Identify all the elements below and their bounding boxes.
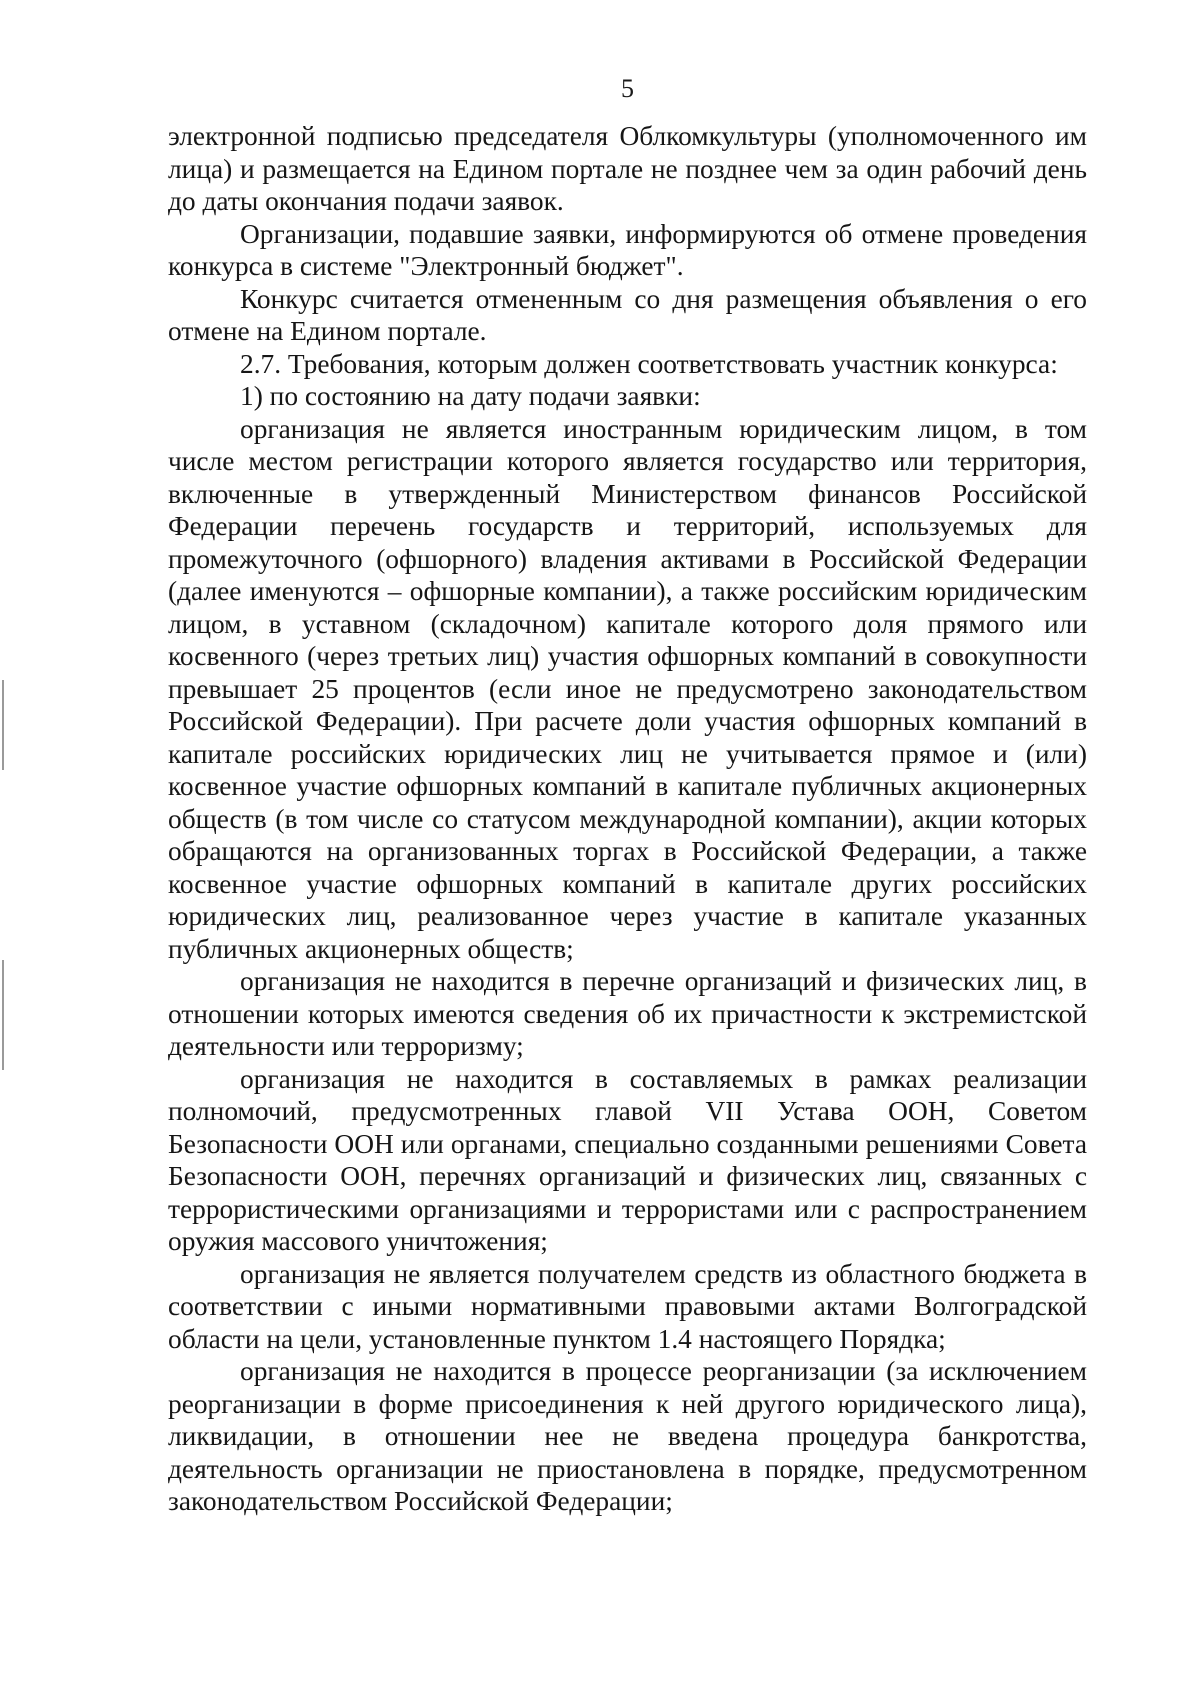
paragraph: организация не находится в процессе реорганизации (за исключением реорганизации в форме присоединения к ней другого юридического лица), ликвидации, в отношении нее не введена процедура банкротства, деятельность организации не приостановлена в порядке, предусмотренном законодательством Российской Федерации; [168,1356,1087,1516]
paragraph: Организации, подавшие заявки, информируются об отмене проведения конкурса в системе "Электронный бюджет". [168,218,1087,281]
paragraph: организация не находится в перечне организаций и физических лиц, в отношении которых имеются сведения об их причастности к экстремистской деятельности или терроризму; [168,966,1087,1061]
paragraph: 1) по состоянию на дату подачи заявки: [240,381,701,411]
paragraph: организация не находится в составляемых в рамках реализации полномочий, предусмотренных главой VII Устава ООН, Советом Безопасности ООН или органами, специально созданными решениями Совета Безопасности ООН, перечнях организаций и физических лиц, связанных с террористическими организациями и террористами или с распространением оружия массового уничтожения; [168,1063,1087,1256]
paragraph: 2.7. Требования, которым должен соответствовать участник конкурса: [240,348,1058,379]
paragraph: организация не является иностранным юридическим лицом, в том числе местом регистрации которого является государство или территория, включенные в утвержденный Министерством финансов Российской Федерации перечень государств и территорий, используемых для промежуточного (офшорного) владения активами в Российской Федерации (далее именуются – офшорные компании), а также российским юридическим лицом, в уставном (складочном) капитале которого доля прямого или косвенного (через третьих лиц) участия офшорных компаний в совокупности превышает 25 процентов (если иное не предусмотрено законодательством Российской Федерации). При расчете доли участия офшорных компаний в капитале российских юридических лиц не учитывается прямое и (или) косвенное участие офшорных компаний в капитале публичных акционерных обществ (в том числе со статусом международной компании), акции которых обращаются на организованных торгах в Российской Федерации, а также косвенное участие офшорных компаний в капитале других российских юридических лиц, реализованное через участие в капитале указанных публичных акционерных обществ; [168,413,1087,964]
document-body [168,120,1087,1518]
scan-edge-mark [2,960,4,1070]
page-number: 5 [621,74,634,103]
paragraph: электронной подписью председателя Облкомкультуры (уполномоченного им лица) и размещается на Едином портале не позднее чем за один рабочий день до даты окончания подачи заявок. [168,121,1087,216]
paragraph: Конкурс считается отмененным со дня размещения объявления о его отмене на Едином портале. [168,283,1087,346]
paragraph: организация не является получателем средств из областного бюджета в соответствии с иными нормативными правовыми актами Волгоградской области на цели, установленные пунктом 1.4 настоящего Порядка; [168,1258,1087,1354]
scan-edge-mark [2,680,4,770]
